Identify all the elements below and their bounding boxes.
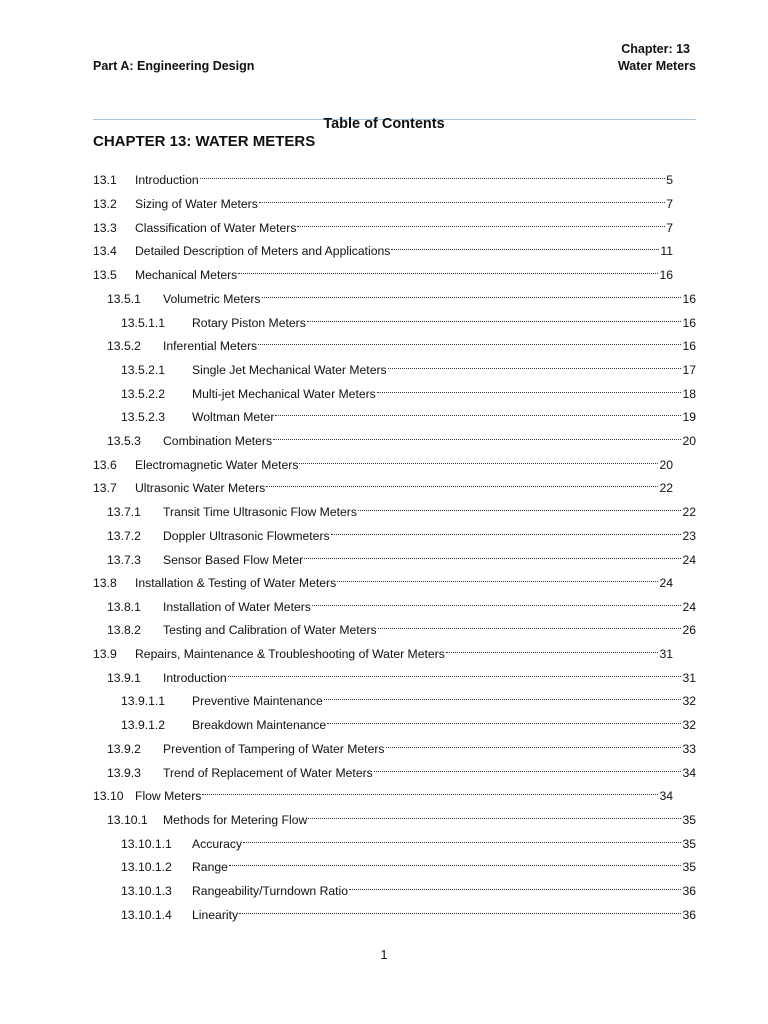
toc-entry-number: 13.5.2.2 [121,387,166,401]
toc-entry-number: 13.5 [93,268,117,282]
toc-entry[interactable] [121,828,696,851]
page-header [93,42,696,78]
toc-entry-number: 13.7.3 [107,553,141,567]
toc-entry-number: 13.3 [93,221,117,235]
toc-dot-leader [275,401,681,421]
toc-entry[interactable] [121,899,696,922]
toc-dot-leader [239,899,681,919]
toc-entry-number: 13.9 [93,647,117,661]
toc-dot-leader [374,757,682,777]
toc-entry-title: Introduction [163,671,227,685]
toc-entry-number: 13.5.2.1 [121,363,166,377]
header-part: Part A: Engineering Design [93,59,255,73]
toc-entry[interactable] [107,544,696,567]
toc-entry-number: 13.10.1 [107,813,148,827]
toc-entry-number: 13.1 [93,173,117,187]
toc-dot-leader [324,685,682,705]
toc-dot-leader [304,544,681,564]
toc-entry-title: Prevention of Tampering of Water Meters [163,742,385,756]
toc-entry-number: 13.10.1.4 [121,908,172,922]
toc-entry-number: 13.9.1.1 [121,694,166,708]
toc-dot-leader [238,259,658,279]
toc-entry-page: 5 [666,173,673,187]
toc-entry-page: 32 [682,694,696,708]
toc-entry-number: 13.10.1.1 [121,837,172,851]
toc-entry-page: 16 [682,316,696,330]
toc-dot-leader [266,472,658,492]
toc-entry[interactable] [121,307,696,330]
toc-entry[interactable] [121,709,696,732]
toc-entry-page: 11 [660,244,673,258]
toc-entry[interactable] [93,235,673,258]
toc-entry-page: 36 [682,908,696,922]
toc-entry[interactable] [93,212,673,235]
toc-entry-page: 31 [682,671,696,685]
toc-entry-title: Rangeability/Turndown Ratio [192,884,349,898]
toc-entry-page: 34 [659,789,673,803]
toc-entry-page: 36 [682,884,696,898]
toc-entry-page: 16 [682,292,696,306]
toc-entry[interactable] [107,614,696,637]
toc-entry-page: 26 [682,623,696,637]
toc-entry-title: Single Jet Mechanical Water Meters [192,363,387,377]
toc-entry[interactable] [107,425,696,448]
toc-entry-title: Inferential Meters [163,339,258,353]
toc-dot-leader [388,354,682,374]
toc-entry-page: 34 [682,766,696,780]
toc-entry-page: 22 [682,505,696,519]
toc-entry-page: 24 [682,600,696,614]
toc-entry-page: 23 [682,529,696,543]
toc-entry[interactable] [93,638,673,661]
toc-dot-leader [331,520,682,540]
toc-entry-page: 22 [659,481,673,495]
toc-entry[interactable] [107,330,696,353]
toc-entry-title: Testing and Calibration of Water Meters [163,623,377,637]
toc-entry-page: 33 [682,742,696,756]
toc-entry-page: 31 [659,647,673,661]
toc-entry-page: 35 [682,860,696,874]
toc-entry-title: Installation & Testing of Water Meters [135,576,337,590]
toc-entry-title: Breakdown Maintenance [192,718,327,732]
toc-entry[interactable] [93,449,673,472]
toc-entry-page: 17 [682,363,696,377]
toc-entry-number: 13.7.2 [107,529,141,543]
toc-entry[interactable] [93,164,673,187]
toc-dot-leader [200,164,666,184]
toc-entry-title: Mechanical Meters [135,268,238,282]
toc-dot-leader [327,709,681,729]
header-chapter-title: Water Meters [617,59,696,73]
toc-entry-number: 13.10.1.3 [121,884,172,898]
toc-dot-leader [386,733,682,753]
toc-entry[interactable] [121,851,696,874]
toc-dot-leader [262,283,682,303]
toc-entry-title: Doppler Ultrasonic Flowmeters [163,529,330,543]
toc-entry-title: Multi-jet Mechanical Water Meters [192,387,376,401]
toc-dot-leader [229,851,682,871]
toc-entry-number: 13.9.1.2 [121,718,166,732]
toc-entry-number: 13.9.3 [107,766,141,780]
toc-dot-leader [258,330,681,350]
toc-entry[interactable] [107,804,696,827]
toc-dot-leader [273,425,681,445]
toc-entry[interactable] [93,259,673,282]
toc-entry-title: Methods for Metering Flow [163,813,308,827]
toc-entry-page: 19 [682,410,696,424]
toc-dot-leader [337,567,658,587]
toc-dot-leader [377,378,682,398]
toc-entry-title: Electromagnetic Water Meters [135,458,299,472]
toc-entry-number: 13.8 [93,576,117,590]
toc-dot-leader [228,662,682,682]
toc-entry-title: Sizing of Water Meters [135,197,258,211]
toc-dot-leader [297,212,665,232]
toc-entry-title: Classification of Water Meters [135,221,297,235]
toc-entry[interactable] [93,188,673,211]
toc-dot-leader [349,875,681,895]
toc-entry-number: 13.5.2 [107,339,141,353]
toc-entry-title: Combination Meters [163,434,273,448]
toc-dot-leader [308,804,681,824]
toc-entry[interactable] [121,354,696,377]
chapter-heading: CHAPTER 13: WATER METERS [93,133,316,150]
toc-dot-leader [202,780,658,800]
toc-entry-title: Linearity [192,908,239,922]
toc-entry-number: 13.6 [93,458,117,472]
toc-entry-page: 20 [682,434,696,448]
toc-dot-leader [378,614,682,634]
toc-entry-title: Preventive Maintenance [192,694,323,708]
toc-dot-leader [299,449,658,469]
toc-entry-page: 35 [682,813,696,827]
toc-entry-number: 13.10 [93,789,124,803]
toc-entry-number: 13.7.1 [107,505,141,519]
toc-entry-title: Repairs, Maintenance & Troubleshooting of Water Meters [135,647,445,661]
toc-entry-page: 24 [682,553,696,567]
toc-entry[interactable] [93,472,673,495]
toc-entry-title: Woltman Meter [192,410,275,424]
toc-entry[interactable] [121,401,696,424]
toc-dot-leader [243,828,681,848]
toc-entry[interactable] [93,780,673,803]
toc-entry-title: Sensor Based Flow Meter [163,553,304,567]
toc-entry-title: Flow Meters [135,789,202,803]
toc-entry-page: 18 [682,387,696,401]
toc-dot-leader [446,638,659,658]
toc-entry-title: Rotary Piston Meters [192,316,306,330]
toc-entry[interactable] [121,378,696,401]
toc-entry-number: 13.10.1.2 [121,860,172,874]
toc-dot-leader [391,235,659,255]
toc-entry-page: 35 [682,837,696,851]
toc-entry-number: 13.8.2 [107,623,141,637]
toc-dot-leader [312,591,682,611]
toc-entry-number: 13.5.1 [107,292,141,306]
toc-entry[interactable] [107,662,696,685]
toc-entry-title: Introduction [135,173,199,187]
toc-entry-number: 13.5.1.1 [121,316,166,330]
toc-entry-title: Accuracy [192,837,243,851]
toc-entry[interactable] [107,496,696,519]
toc-entry-page: 16 [659,268,673,282]
toc-entry-title: Installation of Water Meters [163,600,311,614]
toc-entry-number: 13.5.3 [107,434,141,448]
toc-entry[interactable] [121,875,696,898]
toc-entry-number: 13.2 [93,197,117,211]
toc-entry-title: Trend of Replacement of Water Meters [163,766,373,780]
toc-entry[interactable] [93,567,673,590]
toc-entry-number: 13.9.1 [107,671,141,685]
toc-entry-title: Range [192,860,228,874]
toc-entry-page: 7 [666,197,673,211]
page-number: 1 [380,948,388,962]
toc-entry-page: 20 [659,458,673,472]
toc-dot-leader [307,307,682,327]
toc-entry-number: 13.7 [93,481,117,495]
toc-dot-leader [259,188,665,208]
toc-entry-page: 32 [682,718,696,732]
toc-entry-number: 13.4 [93,244,117,258]
toc-entry-title: Ultrasonic Water Meters [135,481,266,495]
toc-entry-number: 13.5.2.3 [121,410,166,424]
toc-entry-number: 13.8.1 [107,600,141,614]
toc-entry[interactable] [121,685,696,708]
toc-heading: Table of Contents [323,116,445,132]
toc-entry-page: 24 [659,576,673,590]
toc-entry-number: 13.9.2 [107,742,141,756]
toc-entry[interactable] [107,733,696,756]
toc-entry-title: Volumetric Meters [163,292,261,306]
header-chapter-number: Chapter: 13 [621,42,690,56]
toc-entry-title: Detailed Description of Meters and Applications [135,244,391,258]
toc-entry[interactable] [107,591,696,614]
toc-entry[interactable] [107,757,696,780]
toc-dot-leader [358,496,682,516]
toc-entry[interactable] [107,283,696,306]
toc-entry-title: Transit Time Ultrasonic Flow Meters [163,505,357,519]
toc-entry-page: 7 [666,221,673,235]
toc-entry[interactable] [107,520,696,543]
toc-entry-page: 16 [682,339,696,353]
